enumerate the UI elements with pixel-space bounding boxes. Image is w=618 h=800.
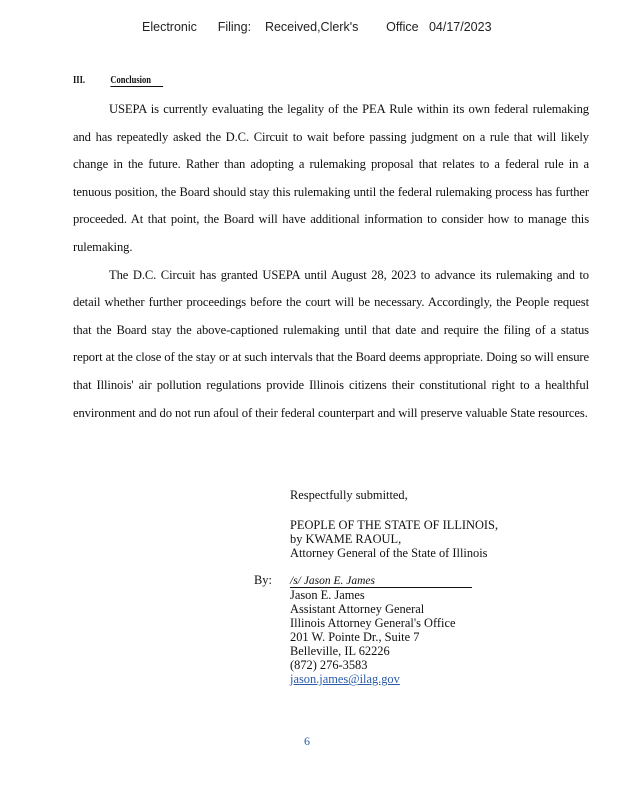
contact-email-link[interactable]: jason.james@ilag.gov [290, 672, 400, 686]
attorney-title: Attorney General of the State of Illinois [290, 546, 488, 560]
section-heading [73, 75, 163, 87]
closing-text: Respectfully submitted, [290, 488, 408, 502]
contact-phone: (872) 276-3583 [290, 658, 368, 672]
contact-address-line-1: 201 W. Pointe Dr., Suite 7 [290, 630, 420, 644]
section-title: Conclusion [110, 75, 163, 87]
filing-stamp-header: Electronic Filing: Received,Clerk's Office 04/17/2023 [142, 20, 492, 34]
by-signature-row [254, 573, 472, 588]
by-attorney-line: by KWAME RAOUL, [290, 532, 402, 546]
paragraph-1: USEPA is currently evaluating the legality of the PEA Rule within its own federal rulemaking and has repeatedly asked the D.C. Circuit to wait before passing judgment on a rule that will likely change in the future. Rather than adopting a rulemaking proposal that relates to a federal rule in a tenuous position, the Board should stay this rulemaking until the federal rulemaking process has further proceeded. At that point, the Board will have additional information to consider how to manage this rulemaking. [73, 102, 589, 254]
section-number: III. [73, 75, 86, 86]
electronic-signature: /s/ Jason E. James [290, 575, 472, 588]
page-number: 6 [304, 734, 310, 748]
contact-role: Assistant Attorney General [290, 602, 425, 616]
contact-block [290, 588, 455, 686]
paragraph-2: The D.C. Circuit has granted USEPA until August 28, 2023 to advance its rulemaking and to detail whether further proceedings before the court will be necessary. Accordingly, the People request that the Board stay the above-captioned rulemaking until that date and require the filing of a status report at the close of the stay or at such intervals that the Board deems appropriate. Doing so will ensure that Illinois' air pollution regulations provide Illinois citizens their constitutional right to a healthful environment and do not run afoul of their federal counterpart and will preserve valuable State resources. [73, 267, 589, 420]
contact-office: Illinois Attorney General's Office [290, 616, 456, 630]
contact-name: Jason E. James [290, 588, 365, 602]
contact-address-line-2: Belleville, IL 62226 [290, 644, 390, 658]
signature-block [290, 488, 498, 560]
party-name: PEOPLE OF THE STATE OF ILLINOIS, [290, 518, 499, 532]
body-text [73, 96, 589, 427]
by-label: By: [254, 573, 272, 587]
